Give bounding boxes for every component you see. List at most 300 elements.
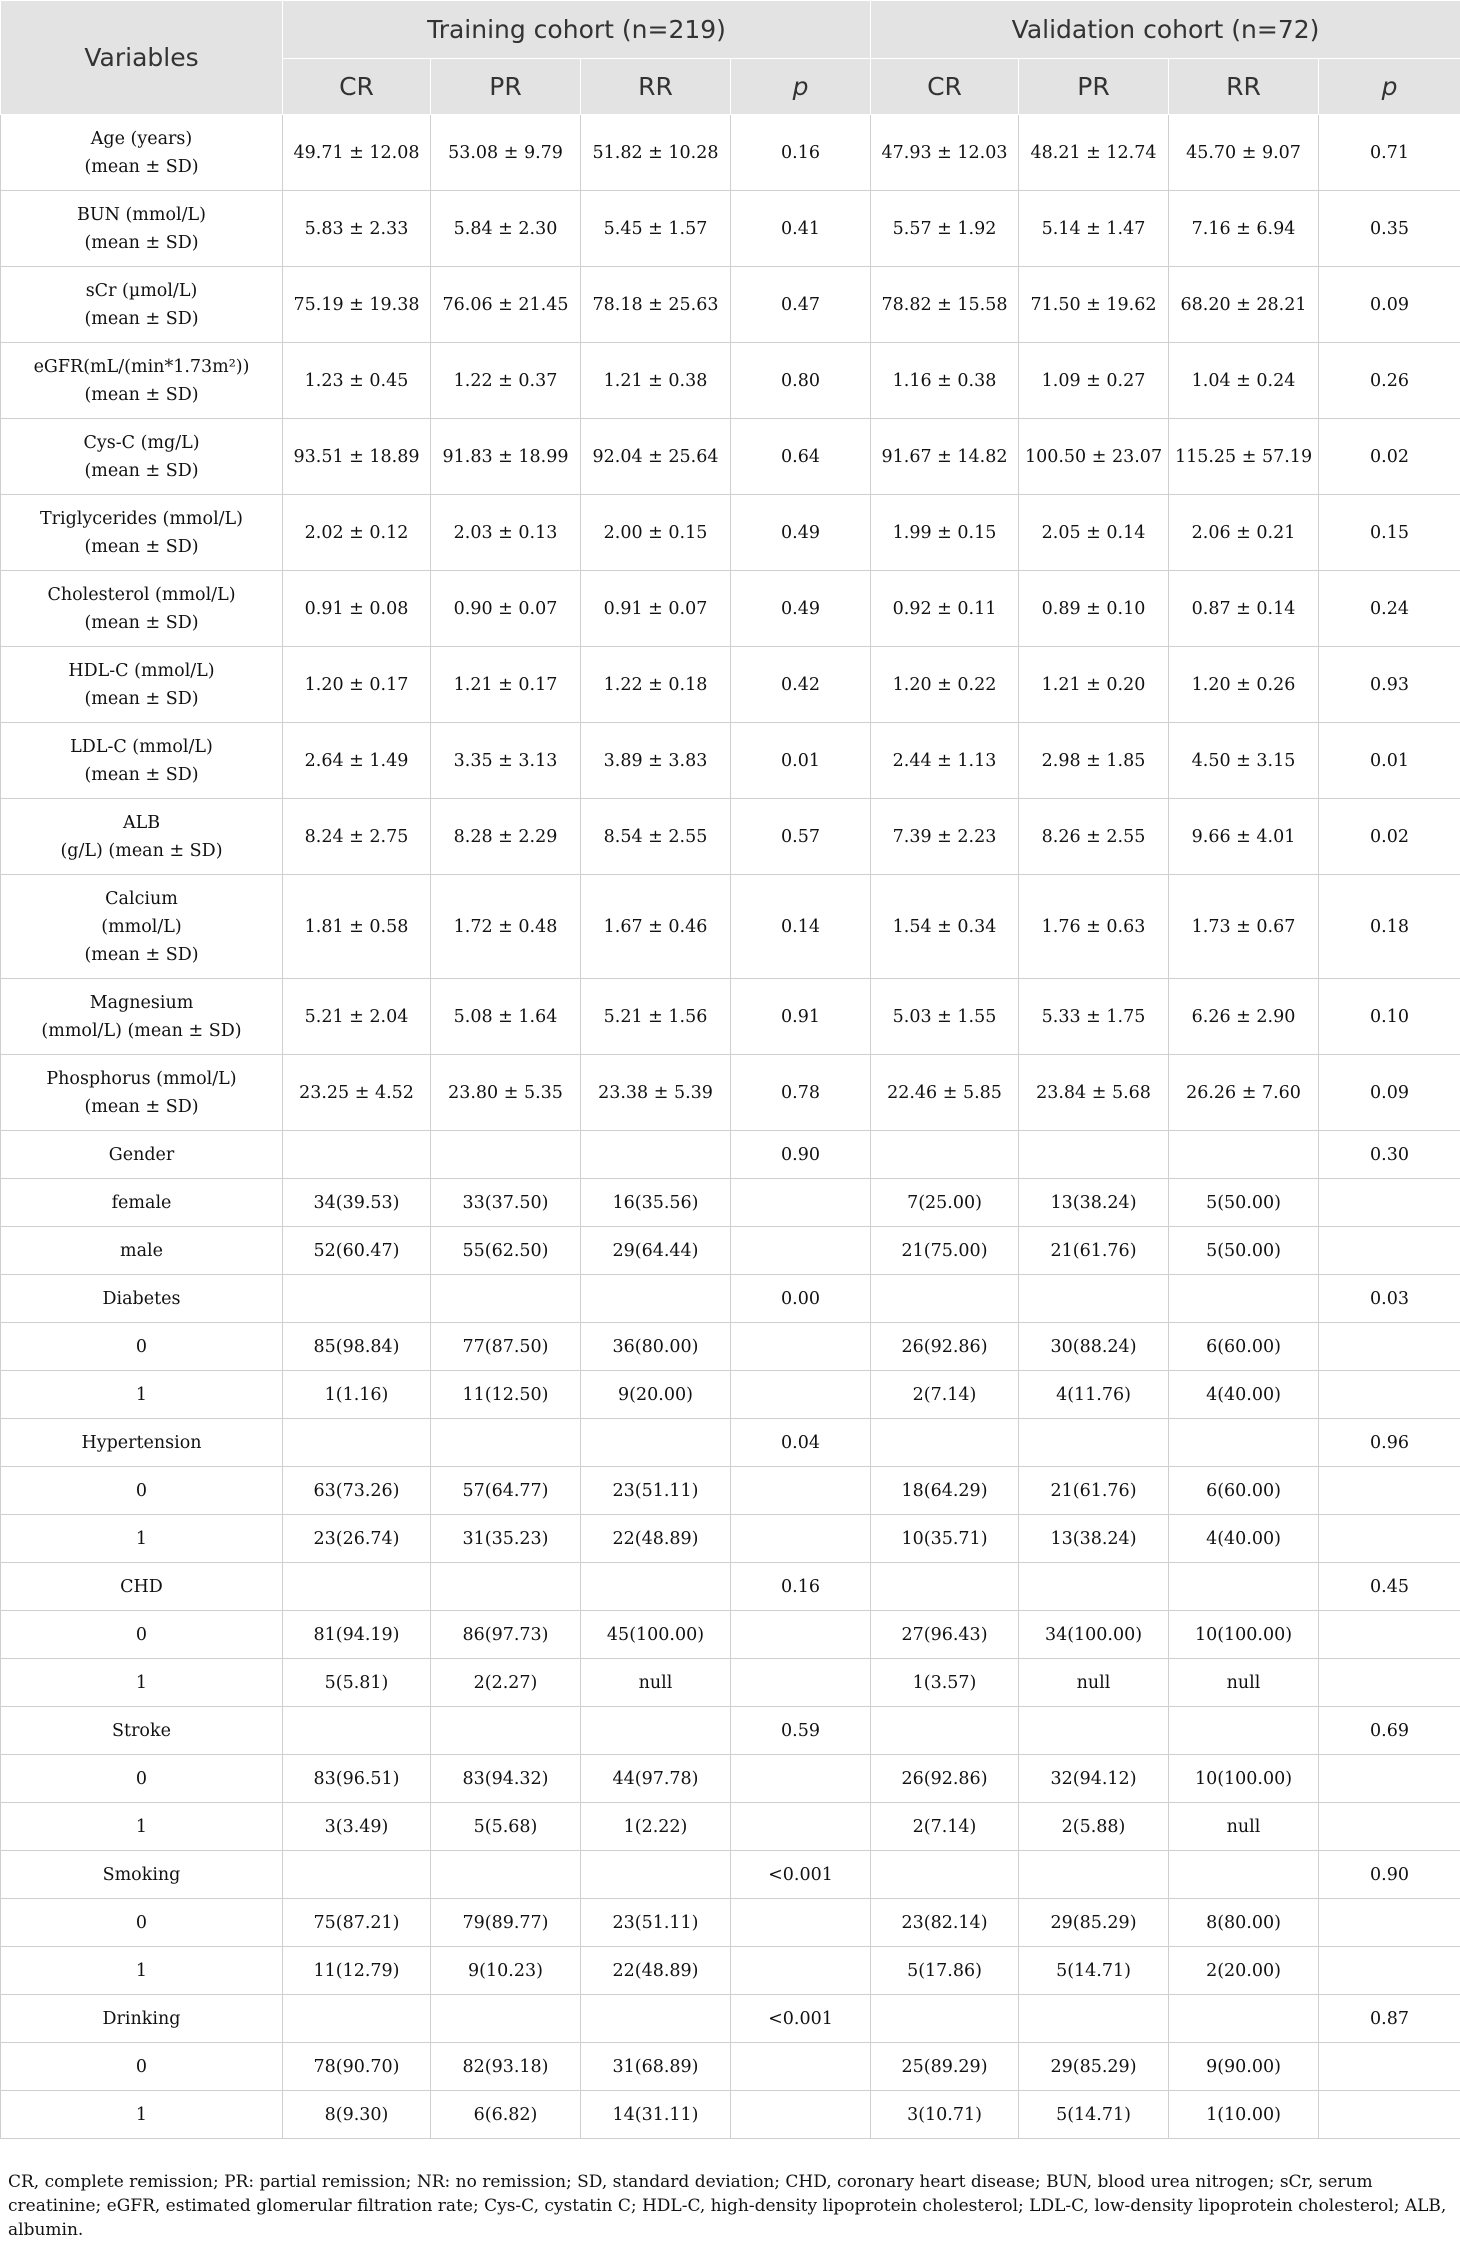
- table-cell: 2(7.14): [871, 1371, 1019, 1419]
- validation-cohort-header: Validation cohort (n=72): [871, 1, 1460, 59]
- table-cell: 5.84 ± 2.30: [431, 191, 581, 267]
- col-header-validation-p: p: [1319, 59, 1460, 115]
- table-cell: 1.21 ± 0.17: [431, 647, 581, 723]
- table-row: [1, 875, 1460, 979]
- row-label: [1, 1755, 283, 1803]
- table-cell: 63(73.26): [283, 1467, 431, 1515]
- table-row: [1, 1467, 1460, 1515]
- table-cell: 2.98 ± 1.85: [1019, 723, 1169, 799]
- table-cell: 1.20 ± 0.17: [283, 647, 431, 723]
- table-cell: [871, 1275, 1019, 1323]
- table-cell: [581, 1419, 731, 1467]
- table-cell: 1.76 ± 0.63: [1019, 875, 1169, 979]
- table-cell: 0.69: [1319, 1707, 1460, 1755]
- row-label: [1, 1323, 283, 1371]
- table-cell: 1.21 ± 0.38: [581, 343, 731, 419]
- table-cell: 1.22 ± 0.18: [581, 647, 731, 723]
- row-label-line: Drinking: [5, 2005, 278, 2033]
- table-cell: 4(40.00): [1169, 1371, 1319, 1419]
- table-cell: [731, 1611, 871, 1659]
- table-row: [1, 115, 1460, 191]
- table-cell: 5.57 ± 1.92: [871, 191, 1019, 267]
- row-label-line: Diabetes: [5, 1285, 278, 1313]
- table-cell: 22(48.89): [581, 1515, 731, 1563]
- table-cell: 8.26 ± 2.55: [1019, 799, 1169, 875]
- table-cell: [1319, 1515, 1460, 1563]
- row-label: [1, 1707, 283, 1755]
- table-cell: 1.23 ± 0.45: [283, 343, 431, 419]
- row-label: [1, 875, 283, 979]
- row-label: [1, 267, 283, 343]
- table-cell: [1319, 1899, 1460, 1947]
- row-label: [1, 1055, 283, 1131]
- table-cell: 26(92.86): [871, 1323, 1019, 1371]
- table-cell: 0.91: [731, 979, 871, 1055]
- col-header-training-p: p: [731, 59, 871, 115]
- table-row: [1, 191, 1460, 267]
- table-cell: [1319, 1467, 1460, 1515]
- row-label: [1, 115, 283, 191]
- table-row: [1, 1563, 1460, 1611]
- table-cell: [283, 1131, 431, 1179]
- table-cell: [731, 1515, 871, 1563]
- row-label: [1, 1947, 283, 1995]
- table-cell: 2.64 ± 1.49: [283, 723, 431, 799]
- table-cell: 45.70 ± 9.07: [1169, 115, 1319, 191]
- table-cell: 10(100.00): [1169, 1755, 1319, 1803]
- table-row: [1, 267, 1460, 343]
- table-cell: 91.83 ± 18.99: [431, 419, 581, 495]
- row-label: [1, 1515, 283, 1563]
- table-cell: 23(82.14): [871, 1899, 1019, 1947]
- table-cell: 83(94.32): [431, 1755, 581, 1803]
- table-cell: 5.33 ± 1.75: [1019, 979, 1169, 1055]
- table-row: [1, 2091, 1460, 2139]
- table-cell: [283, 1851, 431, 1899]
- table-cell: 26.26 ± 7.60: [1169, 1055, 1319, 1131]
- row-label: [1, 1467, 283, 1515]
- table-cell: 23.80 ± 5.35: [431, 1055, 581, 1131]
- table-cell: 5.14 ± 1.47: [1019, 191, 1169, 267]
- table-cell: 0.02: [1319, 419, 1460, 495]
- table-cell: 30(88.24): [1019, 1323, 1169, 1371]
- table-cell: 0.16: [731, 115, 871, 191]
- table-cell: [1319, 1323, 1460, 1371]
- table-cell: 5.83 ± 2.33: [283, 191, 431, 267]
- row-label-line: 0: [5, 1765, 278, 1793]
- row-label-line: 1: [5, 1381, 278, 1409]
- table-cell: 0.49: [731, 571, 871, 647]
- row-label-line: Cys-C (mg/L): [5, 429, 278, 457]
- table-cell: 11(12.79): [283, 1947, 431, 1995]
- row-label-line: ALB: [5, 809, 278, 837]
- table-cell: 0.91 ± 0.08: [283, 571, 431, 647]
- table-cell: 78.18 ± 25.63: [581, 267, 731, 343]
- table-row: [1, 1899, 1460, 1947]
- table-cell: 76.06 ± 21.45: [431, 267, 581, 343]
- table-cell: 21(61.76): [1019, 1227, 1169, 1275]
- table-cell: 3(3.49): [283, 1803, 431, 1851]
- table-cell: [431, 1419, 581, 1467]
- table-cell: 16(35.56): [581, 1179, 731, 1227]
- table-cell: 53.08 ± 9.79: [431, 115, 581, 191]
- table-cell: 10(35.71): [871, 1515, 1019, 1563]
- table-cell: 1.22 ± 0.37: [431, 343, 581, 419]
- row-label: [1, 647, 283, 723]
- table-cell: 0.90: [731, 1131, 871, 1179]
- table-cell: 26(92.86): [871, 1755, 1019, 1803]
- table-cell: [871, 1851, 1019, 1899]
- row-label-line: Age (years): [5, 125, 278, 153]
- table-cell: 5(5.68): [431, 1803, 581, 1851]
- table-cell: 32(94.12): [1019, 1755, 1169, 1803]
- row-label: [1, 1419, 283, 1467]
- table-cell: 8.54 ± 2.55: [581, 799, 731, 875]
- row-label-line: male: [5, 1237, 278, 1265]
- row-label-line: 0: [5, 1333, 278, 1361]
- row-label-line: HDL-C (mmol/L): [5, 657, 278, 685]
- table-cell: [1319, 1803, 1460, 1851]
- table-cell: 0.24: [1319, 571, 1460, 647]
- table-cell: 18(64.29): [871, 1467, 1019, 1515]
- table-cell: 33(37.50): [431, 1179, 581, 1227]
- table-cell: 0.10: [1319, 979, 1460, 1055]
- row-label-line: eGFR(mL/(min*1.73m²)): [5, 353, 278, 381]
- table-row: [1, 1515, 1460, 1563]
- col-header-validation-pr: PR: [1019, 59, 1169, 115]
- table-row: [1, 1179, 1460, 1227]
- table-cell: 1.72 ± 0.48: [431, 875, 581, 979]
- row-label-line: (g/L) (mean ± SD): [5, 837, 278, 865]
- row-label-line: Cholesterol (mmol/L): [5, 581, 278, 609]
- table-row: [1, 647, 1460, 723]
- table-cell: 0.96: [1319, 1419, 1460, 1467]
- table-cell: [1169, 1419, 1319, 1467]
- row-label: [1, 1899, 283, 1947]
- table-cell: [1169, 1275, 1319, 1323]
- table-cell: [731, 1899, 871, 1947]
- table-cell: 1.16 ± 0.38: [871, 343, 1019, 419]
- table-cell: 4(11.76): [1019, 1371, 1169, 1419]
- table-cell: [431, 1131, 581, 1179]
- row-label-line: Phosphorus (mmol/L): [5, 1065, 278, 1093]
- table-cell: 8(80.00): [1169, 1899, 1319, 1947]
- table-cell: 86(97.73): [431, 1611, 581, 1659]
- table-cell: 29(64.44): [581, 1227, 731, 1275]
- table-cell: [1319, 1611, 1460, 1659]
- table-cell: [431, 1563, 581, 1611]
- table-cell: 0.91 ± 0.07: [581, 571, 731, 647]
- table-cell: 0.87: [1319, 1995, 1460, 2043]
- table-cell: [731, 2091, 871, 2139]
- table-cell: 22.46 ± 5.85: [871, 1055, 1019, 1131]
- table-cell: 49.71 ± 12.08: [283, 115, 431, 191]
- row-label: [1, 799, 283, 875]
- table-cell: [1169, 1851, 1319, 1899]
- table-cell: 5.08 ± 1.64: [431, 979, 581, 1055]
- table-cell: 0.02: [1319, 799, 1460, 875]
- table-cell: 85(98.84): [283, 1323, 431, 1371]
- table-cell: 9(20.00): [581, 1371, 731, 1419]
- table-row: [1, 343, 1460, 419]
- table-cell: 23.84 ± 5.68: [1019, 1055, 1169, 1131]
- row-label: [1, 343, 283, 419]
- table-row: [1, 419, 1460, 495]
- table-cell: 2(7.14): [871, 1803, 1019, 1851]
- table-cell: 77(87.50): [431, 1323, 581, 1371]
- table-row: [1, 1995, 1460, 2043]
- table-cell: 1.99 ± 0.15: [871, 495, 1019, 571]
- table-cell: 78.82 ± 15.58: [871, 267, 1019, 343]
- row-label-line: Calcium: [5, 885, 278, 913]
- row-label-line: 1: [5, 2101, 278, 2129]
- row-label: [1, 1803, 283, 1851]
- table-cell: 2.03 ± 0.13: [431, 495, 581, 571]
- row-label-line: (mean ± SD): [5, 1093, 278, 1121]
- table-cell: 6(60.00): [1169, 1323, 1319, 1371]
- row-label-line: (mean ± SD): [5, 533, 278, 561]
- table-cell: 23(26.74): [283, 1515, 431, 1563]
- table-cell: 1.67 ± 0.46: [581, 875, 731, 979]
- table-cell: 34(39.53): [283, 1179, 431, 1227]
- table-cell: 5(14.71): [1019, 2091, 1169, 2139]
- table-row: [1, 799, 1460, 875]
- table-cell: 1.81 ± 0.58: [283, 875, 431, 979]
- table-cell: 5.45 ± 1.57: [581, 191, 731, 267]
- table-cell: 92.04 ± 25.64: [581, 419, 731, 495]
- table-cell: 1.54 ± 0.34: [871, 875, 1019, 979]
- table-cell: 1.09 ± 0.27: [1019, 343, 1169, 419]
- table-cell: 1.73 ± 0.67: [1169, 875, 1319, 979]
- table-cell: [581, 1275, 731, 1323]
- table-cell: 0.01: [1319, 723, 1460, 799]
- table-cell: 68.20 ± 28.21: [1169, 267, 1319, 343]
- table-cell: 71.50 ± 19.62: [1019, 267, 1169, 343]
- col-header-training-rr: RR: [581, 59, 731, 115]
- table-cell: [1169, 1707, 1319, 1755]
- table-cell: 0.16: [731, 1563, 871, 1611]
- table-cell: 1.20 ± 0.26: [1169, 647, 1319, 723]
- table-cell: 2.00 ± 0.15: [581, 495, 731, 571]
- table-cell: [1019, 1563, 1169, 1611]
- table-cell: 0.18: [1319, 875, 1460, 979]
- table-cell: [731, 1227, 871, 1275]
- table-cell: 1(1.16): [283, 1371, 431, 1419]
- table-cell: 0.42: [731, 647, 871, 723]
- table-cell: 21(61.76): [1019, 1467, 1169, 1515]
- table-cell: 36(80.00): [581, 1323, 731, 1371]
- table-cell: 55(62.50): [431, 1227, 581, 1275]
- table-cell: 6(60.00): [1169, 1467, 1319, 1515]
- row-label: [1, 1851, 283, 1899]
- table-cell: [431, 1707, 581, 1755]
- table-cell: 0.47: [731, 267, 871, 343]
- table-cell: [731, 1323, 871, 1371]
- table-cell: 1.04 ± 0.24: [1169, 343, 1319, 419]
- row-label-line: (mean ± SD): [5, 941, 278, 969]
- table-cell: 8.28 ± 2.29: [431, 799, 581, 875]
- row-label: [1, 1275, 283, 1323]
- table-cell: 0.80: [731, 343, 871, 419]
- row-label-line: Smoking: [5, 1861, 278, 1889]
- table-cell: null: [1019, 1659, 1169, 1707]
- row-label: [1, 191, 283, 267]
- row-label-line: Gender: [5, 1141, 278, 1169]
- table-row: [1, 979, 1460, 1055]
- row-label: [1, 1563, 283, 1611]
- table-cell: 0.09: [1319, 1055, 1460, 1131]
- table-cell: 23.38 ± 5.39: [581, 1055, 731, 1131]
- table-cell: 0.49: [731, 495, 871, 571]
- table-cell: [581, 1563, 731, 1611]
- table-cell: [1169, 1995, 1319, 2043]
- table-cell: 45(100.00): [581, 1611, 731, 1659]
- table-cell: 27(96.43): [871, 1611, 1019, 1659]
- table-cell: [1319, 2091, 1460, 2139]
- table-cell: 23(51.11): [581, 1467, 731, 1515]
- table-cell: 0.15: [1319, 495, 1460, 571]
- table-cell: 2.05 ± 0.14: [1019, 495, 1169, 571]
- table-cell: 51.82 ± 10.28: [581, 115, 731, 191]
- row-label-line: 0: [5, 1909, 278, 1937]
- table-cell: [581, 1707, 731, 1755]
- table-cell: [731, 2043, 871, 2091]
- table-cell: [731, 1179, 871, 1227]
- table-cell: [283, 1995, 431, 2043]
- table-cell: 93.51 ± 18.89: [283, 419, 431, 495]
- table-cell: 0.90: [1319, 1851, 1460, 1899]
- table-row: [1, 2043, 1460, 2091]
- table-cell: [1319, 1755, 1460, 1803]
- table-cell: 75(87.21): [283, 1899, 431, 1947]
- table-cell: null: [581, 1659, 731, 1707]
- table-row: [1, 1275, 1460, 1323]
- col-header-validation-rr: RR: [1169, 59, 1319, 115]
- table-cell: 0.00: [731, 1275, 871, 1323]
- table-cell: 0.35: [1319, 191, 1460, 267]
- table-cell: null: [1169, 1659, 1319, 1707]
- table-cell: 0.09: [1319, 267, 1460, 343]
- table-row: [1, 1851, 1460, 1899]
- table-cell: [1319, 2043, 1460, 2091]
- table-cell: [731, 1467, 871, 1515]
- row-label: [1, 979, 283, 1055]
- row-label-line: BUN (mmol/L): [5, 201, 278, 229]
- row-label-line: (mean ± SD): [5, 609, 278, 637]
- table-cell: 8.24 ± 2.75: [283, 799, 431, 875]
- table-cell: 2(5.88): [1019, 1803, 1169, 1851]
- table-cell: 0.26: [1319, 343, 1460, 419]
- row-label-line: (mean ± SD): [5, 761, 278, 789]
- row-label: [1, 1131, 283, 1179]
- row-label-line: Triglycerides (mmol/L): [5, 505, 278, 533]
- table-cell: [581, 1851, 731, 1899]
- table-cell: 100.50 ± 23.07: [1019, 419, 1169, 495]
- table-row: [1, 1323, 1460, 1371]
- table-cell: 47.93 ± 12.03: [871, 115, 1019, 191]
- table-cell: [1019, 1275, 1169, 1323]
- table-cell: 2.06 ± 0.21: [1169, 495, 1319, 571]
- table-cell: <0.001: [731, 1995, 871, 2043]
- table-row: [1, 1227, 1460, 1275]
- row-label-line: 0: [5, 2053, 278, 2081]
- table-cell: [1019, 1131, 1169, 1179]
- row-label-line: Stroke: [5, 1717, 278, 1745]
- table-cell: 82(93.18): [431, 2043, 581, 2091]
- row-label-line: 1: [5, 1669, 278, 1697]
- table-cell: 0.90 ± 0.07: [431, 571, 581, 647]
- table-cell: 115.25 ± 57.19: [1169, 419, 1319, 495]
- row-label-line: (mean ± SD): [5, 229, 278, 257]
- table-cell: 2.02 ± 0.12: [283, 495, 431, 571]
- table-cell: [431, 1275, 581, 1323]
- table-cell: 1(2.22): [581, 1803, 731, 1851]
- table-cell: 0.03: [1319, 1275, 1460, 1323]
- row-label: [1, 1995, 283, 2043]
- table-cell: 25(89.29): [871, 2043, 1019, 2091]
- table-row: [1, 1947, 1460, 1995]
- table-cell: [1319, 1659, 1460, 1707]
- table-cell: [1169, 1563, 1319, 1611]
- table-cell: 7.16 ± 6.94: [1169, 191, 1319, 267]
- table-cell: [1019, 1995, 1169, 2043]
- table-cell: 5(5.81): [283, 1659, 431, 1707]
- table-cell: 57(64.77): [431, 1467, 581, 1515]
- row-label: [1, 1227, 283, 1275]
- row-label-line: 1: [5, 1525, 278, 1553]
- table-cell: 48.21 ± 12.74: [1019, 115, 1169, 191]
- table-cell: 79(89.77): [431, 1899, 581, 1947]
- row-label: [1, 2043, 283, 2091]
- row-label-line: LDL-C (mmol/L): [5, 733, 278, 761]
- table-cell: [871, 1419, 1019, 1467]
- table-cell: 23(51.11): [581, 1899, 731, 1947]
- table-cell: 10(100.00): [1169, 1611, 1319, 1659]
- row-label-line: 1: [5, 1957, 278, 1985]
- table-cell: 29(85.29): [1019, 2043, 1169, 2091]
- table-row: [1, 1611, 1460, 1659]
- table-cell: 9(90.00): [1169, 2043, 1319, 2091]
- table-cell: 1.21 ± 0.20: [1019, 647, 1169, 723]
- table-row: [1, 1659, 1460, 1707]
- table-cell: 7.39 ± 2.23: [871, 799, 1019, 875]
- table-cell: null: [1169, 1803, 1319, 1851]
- table-cell: 0.57: [731, 799, 871, 875]
- table-cell: 6.26 ± 2.90: [1169, 979, 1319, 1055]
- row-label-line: CHD: [5, 1573, 278, 1601]
- row-label-line: 1: [5, 1813, 278, 1841]
- table-row: [1, 1055, 1460, 1131]
- row-label: [1, 723, 283, 799]
- table-cell: 0.78: [731, 1055, 871, 1131]
- table-cell: 34(100.00): [1019, 1611, 1169, 1659]
- training-cohort-header: Training cohort (n=219): [283, 1, 871, 59]
- row-label-line: female: [5, 1189, 278, 1217]
- table-cell: 81(94.19): [283, 1611, 431, 1659]
- table-cell: 3.89 ± 3.83: [581, 723, 731, 799]
- table-cell: 0.93: [1319, 647, 1460, 723]
- col-header-training-cr: CR: [283, 59, 431, 115]
- table-cell: 0.01: [731, 723, 871, 799]
- table-cell: [581, 1131, 731, 1179]
- table-cell: [1169, 1131, 1319, 1179]
- table-cell: 91.67 ± 14.82: [871, 419, 1019, 495]
- table-cell: [1319, 1179, 1460, 1227]
- table-cell: 22(48.89): [581, 1947, 731, 1995]
- table-cell: 2(2.27): [431, 1659, 581, 1707]
- table-cell: 13(38.24): [1019, 1179, 1169, 1227]
- table-cell: 0.14: [731, 875, 871, 979]
